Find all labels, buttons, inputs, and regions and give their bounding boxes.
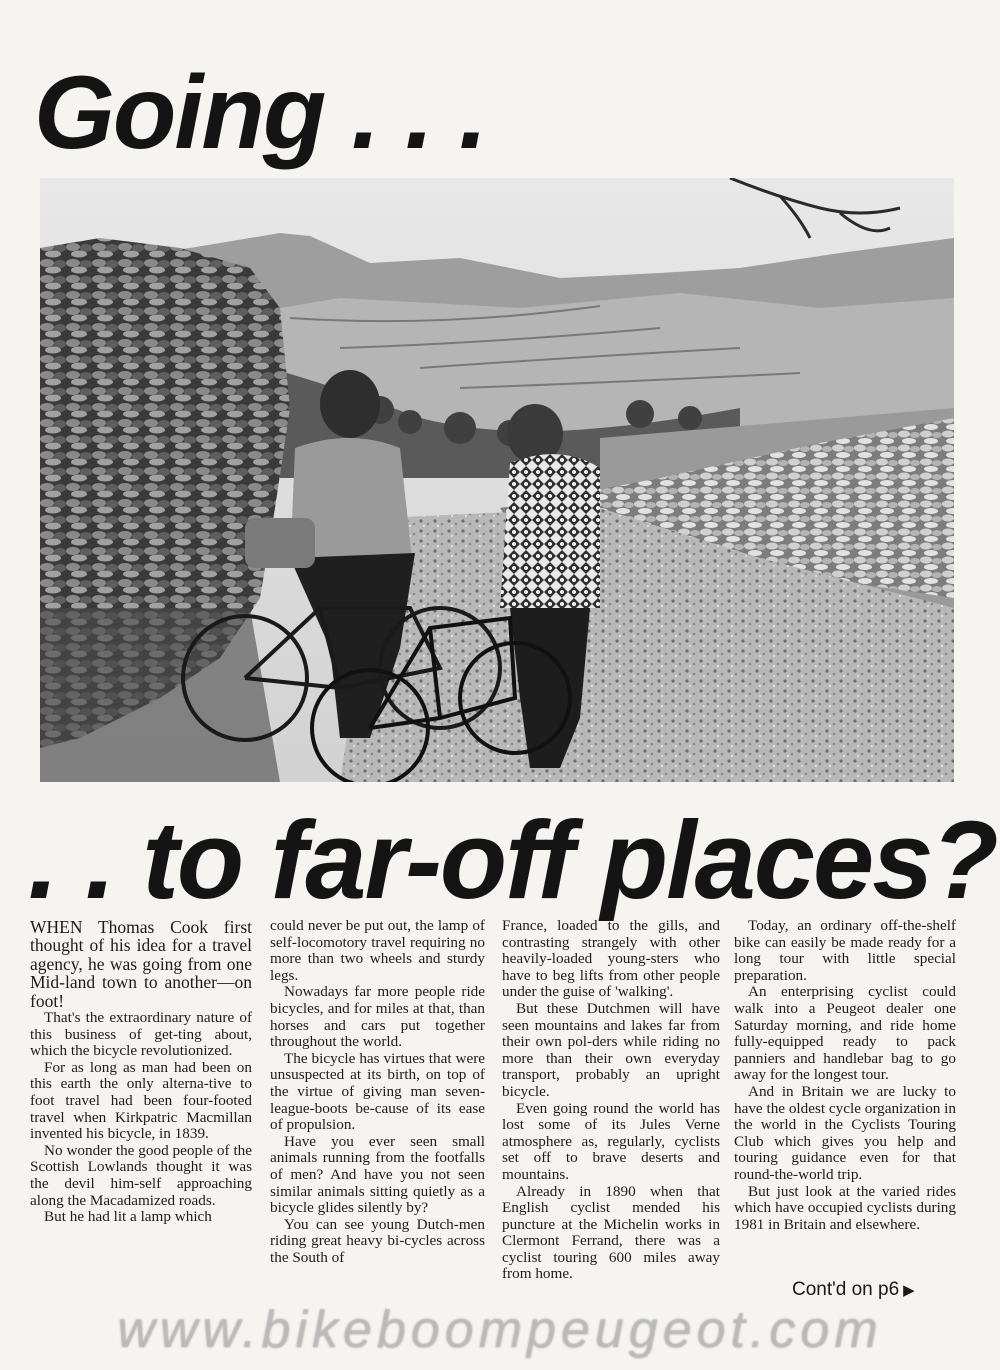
article-column-3 [502, 918, 720, 1283]
article-paragraph: For as long as man had been on this earth the only alterna-tive to foot travel had been four-footed travel when Kirkpatric Macmillan invented his bicycle, in 1839. [30, 1058, 252, 1143]
article-paragraph: Even going round the world has lost some of its Jules Verne atmosphere as, regularly, cyclists set off to brave deserts and mountains. [502, 1099, 720, 1183]
article-column-4 [734, 918, 956, 1233]
article-paragraph: No wonder the good people of the Scottish Lowlands thought it was the devil him-self approaching along the Macadamized roads. [30, 1141, 252, 1209]
article-paragraph: Have you ever seen small animals running from the footfalls of men? And have you not seen similar animals sitting quietly as a bicycle glides silently by? [270, 1132, 485, 1217]
article-paragraph: That's the extraordinary nature of this business of get-ting about, which the bicycle revolutionized. [30, 1009, 252, 1060]
cyclists-photo [40, 178, 954, 782]
continued-label: Cont'd on p6 [792, 1279, 900, 1300]
article-paragraph: But he had lit a lamp which [44, 1208, 212, 1226]
article-paragraph: But these Dutchmen will have seen mountains and lakes far from their own pol-ders while riding no more than their own everyday transport, probably an upright bicycle. [502, 999, 720, 1100]
article-paragraph: But just look at the varied rides which have occupied cyclists during 1981 in Britain and elsewhere. [734, 1182, 956, 1233]
continued-on-page-link[interactable] [792, 1279, 915, 1301]
article-body [30, 918, 955, 1304]
article-paragraph: Today, an ordinary off-the-shelf bike can easily be made ready for a long tour with little special preparation. [734, 917, 956, 984]
photo-image [40, 178, 954, 782]
article-paragraph: An enterprising cyclist could walk into a Peugeot dealer one Saturday morning, and ride home fully-equipped ready to pack panniers and handlebar bag to go away for the longest tour. [734, 983, 956, 1084]
article-paragraph: could never be put out, the lamp of self-locomotory travel requiring no more than two wheels and sturdy legs. [270, 917, 485, 984]
article-paragraph: Already in 1890 when that English cyclist mended his puncture at the Michelin works in Clermont Ferrand, there was a cyclist touring 600 miles away from home. [502, 1182, 720, 1283]
article-paragraph: And in Britain we are lucky to have the oldest cycle organization in the world in the Cyclists Touring Club which gives you help and touring guidance even for that round-the-world trip. [734, 1082, 956, 1183]
article-paragraph: WHEN Thomas Cook first thought of his idea for a travel agency, he was going from one Mid-land town to another—on foot! [30, 917, 252, 1011]
article-paragraph: France, loaded to the gills, and contrasting strangely with other heavily-loaded young-sters who have to beg lifts from other people under the guise of 'walking'. [502, 917, 720, 1001]
article-paragraph: The bicycle has virtues that were unsuspected at its birth, on top of the virtue of giving man seven-league-boots be-cause of its ease of propulsion. [270, 1049, 485, 1134]
site-watermark: www.bikeboompeugeot.com [117, 1301, 883, 1359]
right-arrow-icon: ▶ [903, 1282, 915, 1299]
article-paragraph: Nowadays far more people ride bicycles, and for miles at that, than horses and cars put together throughout the world. [270, 983, 485, 1051]
article-column-2 [270, 918, 485, 1266]
article-column-1 [30, 918, 252, 1226]
headline-far-off-places: . . to far-off places? [28, 799, 997, 922]
headline-going: Going . . . [34, 55, 486, 171]
article-paragraph: You can see young Dutch-men riding great heavy bi-cycles across the South of [270, 1215, 485, 1266]
